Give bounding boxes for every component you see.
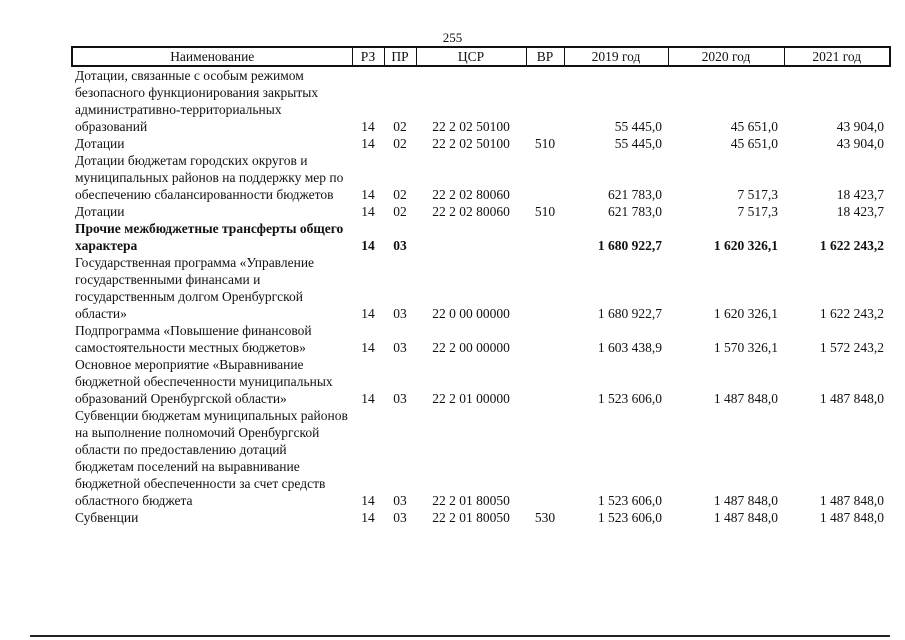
- cell-2020: 45 651,0: [730, 136, 778, 151]
- cell-name: Подпрограмма «Повышение финансовой самостоятельности местных бюджетов»: [75, 323, 312, 355]
- table-row: [72, 254, 890, 322]
- cell-name: Субвенции бюджетам муниципальных районов на выполнение полномочий Оренбургской области по предоставлению дотаций бюджетам поселений на выравнивание бюджетной обеспеченности за счет средств областного бюджета: [75, 408, 348, 508]
- cell-rz: 14: [361, 136, 375, 151]
- header-2021: 2021 год: [784, 47, 890, 66]
- cell-pr: 02: [393, 119, 407, 134]
- cell-vr: [526, 220, 564, 254]
- table-row: [72, 322, 890, 356]
- cell-2020: 7 517,3: [737, 204, 778, 219]
- cell-pr: 02: [393, 204, 407, 219]
- cell-2021: 18 423,7: [836, 187, 884, 202]
- budget-table: [71, 46, 891, 526]
- cell-name: Дотации: [75, 136, 125, 151]
- table-row: [72, 203, 890, 220]
- cell-pr: 03: [393, 306, 407, 321]
- cell-name: Государственная программа «Управление государственными финансами и государственным долгом Оренбургской области»: [75, 255, 315, 321]
- header-name: Наименование: [72, 47, 352, 66]
- bottom-rule: [30, 635, 890, 637]
- cell-2020: 1 570 326,1: [713, 340, 778, 355]
- cell-2021: 1 622 243,2: [819, 238, 884, 253]
- header-2020: 2020 год: [668, 47, 784, 66]
- cell-2020: 7 517,3: [737, 187, 778, 202]
- cell-name: Дотации, связанные с особым режимом безопасного функционирования закрытых административно-территориальных образований: [75, 68, 319, 134]
- cell-csr: 22 2 00 00000: [432, 340, 510, 355]
- cell-2021: 1 487 848,0: [819, 510, 884, 525]
- cell-pr: 03: [393, 493, 407, 508]
- cell-pr: 03: [393, 238, 407, 253]
- cell-2019: 55 445,0: [614, 119, 662, 134]
- cell-name: Дотации: [75, 204, 125, 219]
- cell-name: Дотации бюджетам городских округов и муниципальных районов на поддержку мер по обеспечению сбалансированности бюджетов: [75, 153, 344, 202]
- cell-csr: 22 2 01 80050: [432, 510, 510, 525]
- cell-csr: 22 0 00 00000: [432, 306, 510, 321]
- cell-csr: 22 2 01 00000: [432, 391, 510, 406]
- page-number: 255: [442, 30, 463, 45]
- table-row: [72, 407, 890, 509]
- cell-vr: 510: [534, 204, 556, 219]
- cell-2019: 1 523 606,0: [597, 493, 662, 508]
- cell-rz: 14: [361, 119, 375, 134]
- cell-2021: 43 904,0: [836, 136, 884, 151]
- cell-csr: 22 2 02 50100: [432, 136, 510, 151]
- cell-2020: 1 487 848,0: [713, 391, 778, 406]
- header-2019: 2019 год: [564, 47, 668, 66]
- header-vr: ВР: [526, 47, 564, 66]
- cell-name: Субвенции: [75, 510, 139, 525]
- cell-rz: 14: [361, 510, 375, 525]
- cell-vr: [526, 66, 564, 135]
- cell-vr: [526, 407, 564, 509]
- cell-2019: 1 680 922,7: [597, 306, 662, 321]
- table-row: [72, 509, 890, 526]
- cell-2020: 1 620 326,1: [713, 238, 778, 253]
- cell-vr: [526, 152, 564, 203]
- cell-csr: 22 2 01 80050: [432, 493, 510, 508]
- cell-pr: 02: [393, 187, 407, 202]
- cell-2020: 1 487 848,0: [713, 510, 778, 525]
- cell-2019: 1 523 606,0: [597, 510, 662, 525]
- header-pr: ПР: [384, 47, 416, 66]
- cell-2021: 43 904,0: [836, 119, 884, 134]
- cell-rz: 14: [361, 340, 375, 355]
- cell-2021: 18 423,7: [836, 204, 884, 219]
- cell-2021: 1 622 243,2: [819, 306, 884, 321]
- cell-rz: 14: [361, 306, 375, 321]
- cell-name: Основное мероприятие «Выравнивание бюджетной обеспеченности муниципальных образований Оренбургской области»: [75, 357, 333, 406]
- cell-2019: 621 783,0: [608, 204, 662, 219]
- cell-2019: 621 783,0: [608, 187, 662, 202]
- cell-rz: 14: [361, 238, 375, 253]
- table-row: [72, 152, 890, 203]
- cell-vr: 530: [534, 510, 556, 525]
- cell-vr: 510: [534, 136, 556, 151]
- table-row: [72, 135, 890, 152]
- cell-2019: 1 603 438,9: [597, 340, 662, 355]
- cell-2020: 45 651,0: [730, 119, 778, 134]
- cell-2021: 1 487 848,0: [819, 493, 884, 508]
- cell-csr: [416, 220, 526, 254]
- cell-rz: 14: [361, 204, 375, 219]
- table-body: [72, 66, 890, 526]
- table-row: [72, 356, 890, 407]
- cell-csr: 22 2 02 80060: [432, 204, 510, 219]
- table-header: [72, 47, 890, 66]
- cell-2020: 1 620 326,1: [713, 306, 778, 321]
- cell-pr: 03: [393, 510, 407, 525]
- cell-csr: 22 2 02 80060: [432, 187, 510, 202]
- cell-2021: 1 572 243,2: [819, 340, 884, 355]
- cell-pr: 02: [393, 136, 407, 151]
- table-row: [72, 220, 890, 254]
- cell-2019: 1 523 606,0: [597, 391, 662, 406]
- cell-rz: 14: [361, 391, 375, 406]
- cell-2020: 1 487 848,0: [713, 493, 778, 508]
- cell-name: Прочие межбюджетные трансферты общего характера: [75, 221, 344, 253]
- cell-pr: 03: [393, 391, 407, 406]
- cell-rz: 14: [361, 187, 375, 202]
- cell-2021: 1 487 848,0: [819, 391, 884, 406]
- header-rz: РЗ: [352, 47, 384, 66]
- header-csr: ЦСР: [416, 47, 526, 66]
- cell-vr: [526, 356, 564, 407]
- cell-pr: 03: [393, 340, 407, 355]
- cell-rz: 14: [361, 493, 375, 508]
- cell-vr: [526, 322, 564, 356]
- cell-2019: 1 680 922,7: [597, 238, 662, 253]
- cell-vr: [526, 254, 564, 322]
- cell-csr: 22 2 02 50100: [432, 119, 510, 134]
- cell-2019: 55 445,0: [614, 136, 662, 151]
- table-row: [72, 66, 890, 135]
